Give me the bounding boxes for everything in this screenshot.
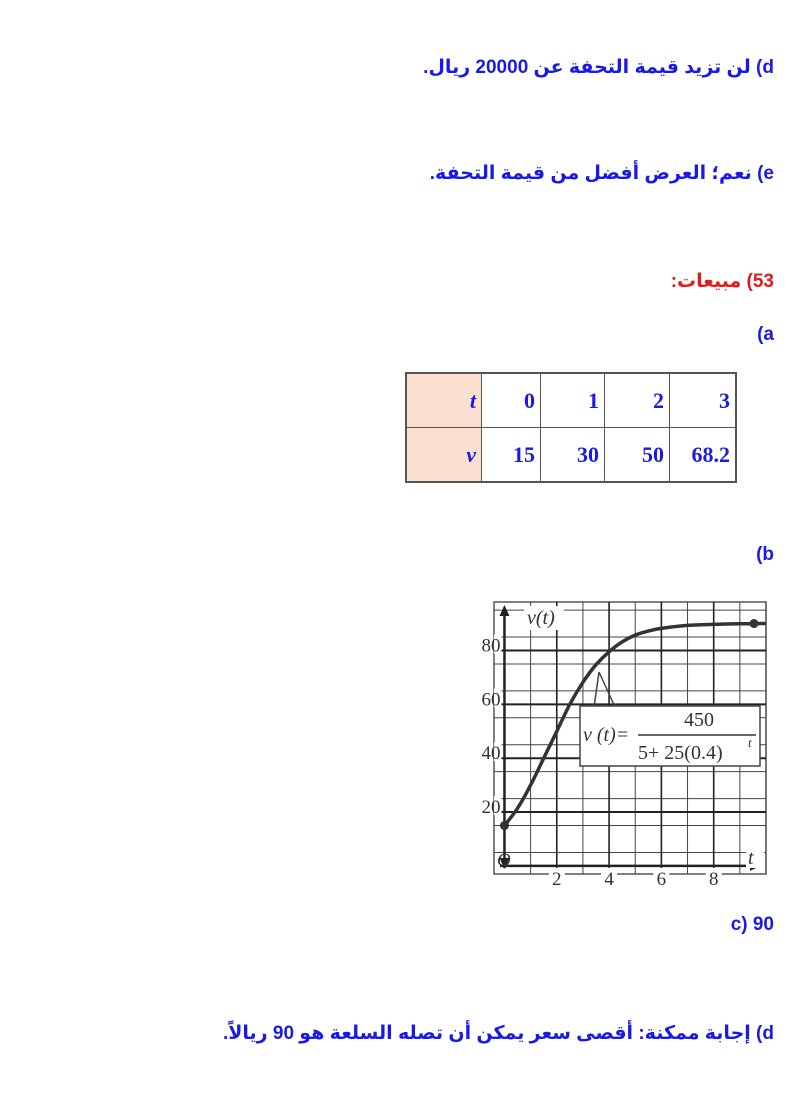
row-label-t: t — [406, 373, 482, 428]
answer-e: e) نعم؛ العرض أفضل من قيمة التحفة. — [429, 163, 774, 184]
y-tick-label: 40 — [481, 743, 501, 765]
t-value-cell: 3 — [670, 373, 737, 428]
y-tick-label: 20 — [481, 797, 501, 819]
x-tick-label: 6 — [656, 868, 667, 890]
x-tick-label: 4 — [604, 868, 614, 890]
answer-d-top: d) لن تزيد قيمة التحفة عن 20000 ريال. — [423, 57, 774, 78]
start-point — [500, 821, 509, 830]
y-tick-label: 80 — [481, 635, 501, 657]
table-row — [406, 428, 736, 483]
t-value-cell: 0 — [482, 373, 541, 428]
x-tick-label: 2 — [552, 868, 562, 890]
t-value-cell: 2 — [605, 373, 670, 428]
answer-d-bottom: d) إجابة ممكنة: أقصى سعر يمكن أن تصله السلعة هو 90 ريالاً. — [222, 1023, 774, 1044]
x-axis-label: t — [748, 847, 754, 869]
v-value-cell: 50 — [605, 428, 670, 483]
x-tick-label: 8 — [708, 868, 719, 890]
function-graph — [481, 602, 766, 890]
v-value-cell: 30 — [541, 428, 605, 483]
y-tick-label: 60 — [481, 689, 501, 711]
formula-numerator: 450 — [684, 709, 714, 731]
part-a-label: a) — [757, 324, 774, 345]
y-axis-label: v(t) — [527, 607, 555, 629]
end-point — [750, 619, 759, 628]
v-value-cell: 68.2 — [670, 428, 737, 483]
table-row — [406, 373, 736, 428]
row-label-v: v — [406, 428, 482, 483]
formula-lhs: v (t)= — [583, 724, 630, 746]
formula-exponent: t — [748, 735, 752, 750]
origin-label: O — [497, 850, 511, 871]
t-value-cell: 1 — [541, 373, 605, 428]
v-value-cell: 15 — [482, 428, 541, 483]
formula-denominator: 5+ 25(0.4) — [638, 742, 723, 764]
part-b-label: b) — [756, 544, 774, 565]
problem-53-heading: 53) مبيعات: — [670, 271, 774, 292]
values-table — [405, 372, 737, 483]
answer-c: c) 90 — [730, 914, 774, 935]
